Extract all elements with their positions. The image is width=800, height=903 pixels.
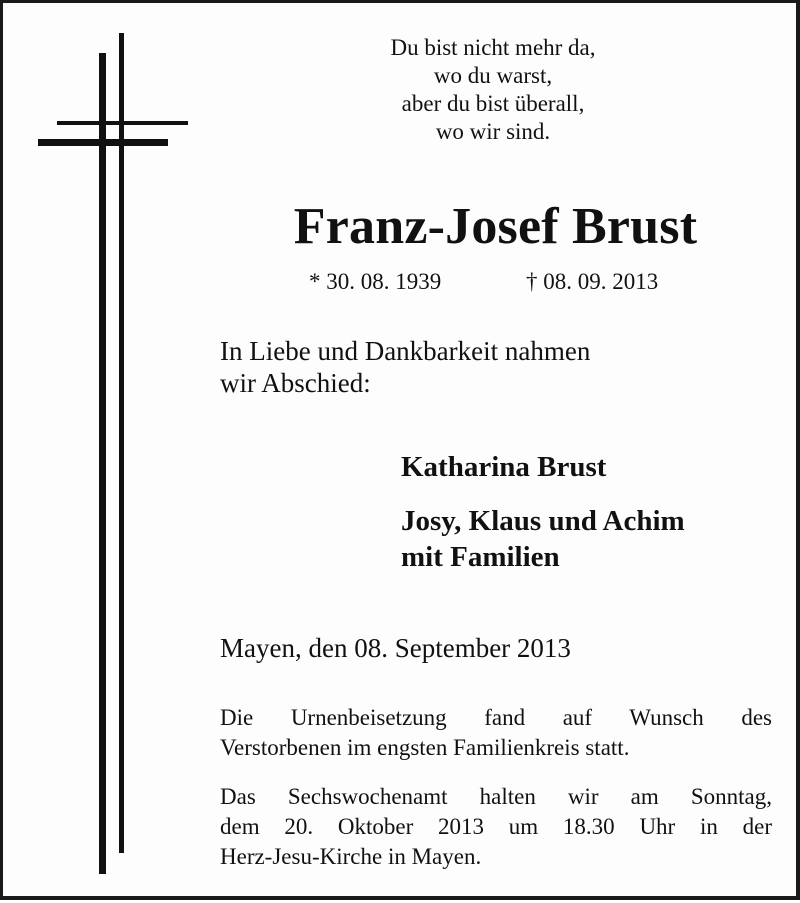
burial-note	[220, 703, 772, 763]
death-date: † 08. 09. 2013	[526, 269, 659, 294]
farewell-line: wir Abschied:	[220, 368, 371, 398]
birth-date: * 30. 08. 1939	[309, 269, 442, 294]
mourner-group	[401, 503, 791, 575]
mourner-group-line: Josy, Klaus und Achim	[401, 505, 685, 537]
burial-note-line: Verstorbenen im engsten Familienkreis statt.	[220, 735, 630, 760]
cross-front-horizontal	[38, 139, 168, 146]
service-note-line: Das Sechswochenamt halten wir am Sonntag,	[220, 784, 772, 809]
farewell-line: In Liebe und Dankbarkeit nahmen	[220, 336, 591, 366]
deceased-name: Franz-Josef Brust	[293, 198, 698, 255]
farewell-statement	[220, 335, 740, 399]
cross-back-vertical	[119, 33, 124, 853]
verse-line: aber du bist überall,	[401, 91, 585, 116]
mourners-list	[401, 449, 791, 575]
memorial-verse	[303, 34, 683, 146]
verse-line: wo wir sind.	[435, 119, 551, 144]
service-note-line: dem 20. Oktober 2013 um 18.30 Uhr in der	[220, 814, 772, 839]
cross-back-horizontal	[57, 121, 188, 125]
mourner-group-line: mit Familien	[401, 541, 560, 573]
verse-line: wo du warst,	[433, 63, 553, 88]
place-and-date: Mayen, den 08. September 2013	[220, 633, 571, 663]
verse-line: Du bist nicht mehr da,	[390, 35, 596, 60]
cross-front-vertical	[99, 53, 106, 874]
burial-note-line: Die Urnenbeisetzung fand auf Wunsch des	[220, 705, 772, 730]
cross-icon	[3, 3, 203, 903]
mourner-name: Katharina Brust	[401, 451, 607, 483]
service-note	[220, 782, 772, 872]
service-note-line: Herz-Jesu-Kirche in Mayen.	[220, 844, 482, 869]
